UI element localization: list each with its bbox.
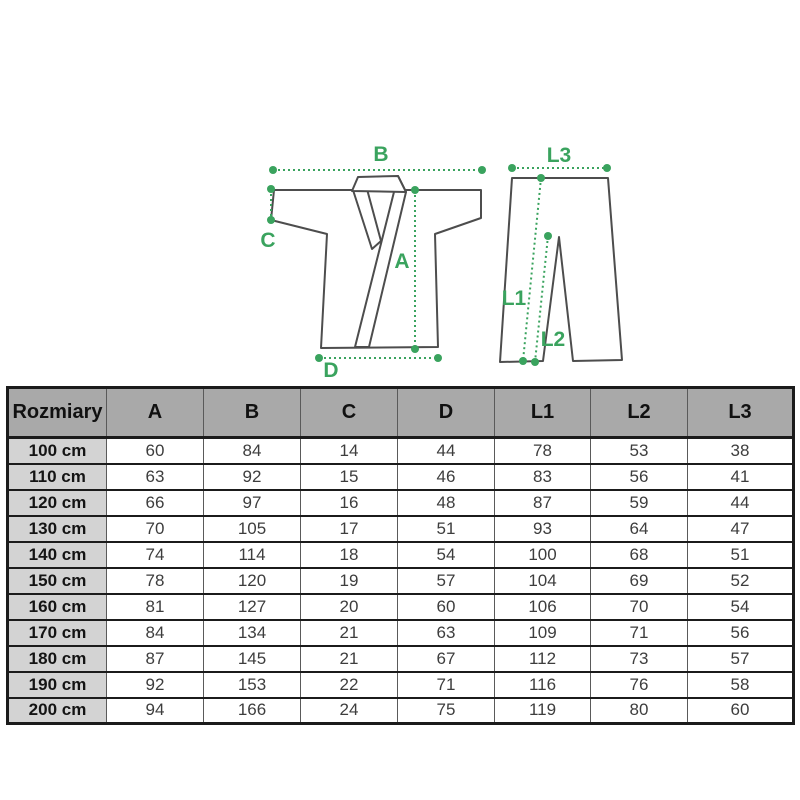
value-cell: 52 [688, 568, 794, 594]
value-cell: 145 [204, 646, 301, 672]
value-cell: 66 [107, 490, 204, 516]
value-cell: 15 [301, 464, 398, 490]
measure-dot [508, 164, 516, 172]
size-cell: 200 cm [8, 698, 107, 724]
value-cell: 53 [591, 438, 688, 464]
value-cell: 114 [204, 542, 301, 568]
measure-dot [267, 216, 275, 224]
jacket-drawing [271, 176, 481, 348]
size-table-wrap [6, 386, 795, 725]
measure-dot [411, 186, 419, 194]
size-cell: 170 cm [8, 620, 107, 646]
measurement-diagram [0, 0, 800, 385]
value-cell: 46 [398, 464, 495, 490]
col-header-b: B [204, 388, 301, 438]
value-cell: 54 [688, 594, 794, 620]
table-row [8, 438, 794, 464]
value-cell: 116 [495, 672, 591, 698]
value-cell: 22 [301, 672, 398, 698]
value-cell: 94 [107, 698, 204, 724]
table-row [8, 490, 794, 516]
value-cell: 83 [495, 464, 591, 490]
value-cell: 44 [398, 438, 495, 464]
measure-dot [478, 166, 486, 174]
value-cell: 19 [301, 568, 398, 594]
value-cell: 76 [591, 672, 688, 698]
size-cell: 100 cm [8, 438, 107, 464]
measure-dot [537, 174, 545, 182]
value-cell: 120 [204, 568, 301, 594]
value-cell: 78 [107, 568, 204, 594]
size-cell: 180 cm [8, 646, 107, 672]
value-cell: 71 [591, 620, 688, 646]
value-cell: 80 [591, 698, 688, 724]
value-cell: 92 [107, 672, 204, 698]
measure-label-D: D [323, 359, 339, 382]
col-header-c: C [301, 388, 398, 438]
header-row [8, 388, 794, 438]
value-cell: 38 [688, 438, 794, 464]
col-header-l2: L2 [591, 388, 688, 438]
value-cell: 93 [495, 516, 591, 542]
col-header-l3: L3 [688, 388, 794, 438]
value-cell: 21 [301, 620, 398, 646]
value-cell: 51 [688, 542, 794, 568]
size-cell: 120 cm [8, 490, 107, 516]
table-row [8, 646, 794, 672]
value-cell: 57 [688, 646, 794, 672]
value-cell: 63 [107, 464, 204, 490]
value-cell: 17 [301, 516, 398, 542]
table-row [8, 620, 794, 646]
value-cell: 87 [495, 490, 591, 516]
value-cell: 44 [688, 490, 794, 516]
value-cell: 87 [107, 646, 204, 672]
value-cell: 18 [301, 542, 398, 568]
measure-dot [531, 358, 539, 366]
jacket-collar [352, 176, 406, 192]
value-cell: 68 [591, 542, 688, 568]
measure-dot [315, 354, 323, 362]
measure-dot [434, 354, 442, 362]
table-row [8, 568, 794, 594]
measure-dot [411, 345, 419, 353]
size-cell: 110 cm [8, 464, 107, 490]
value-cell: 51 [398, 516, 495, 542]
value-cell: 60 [107, 438, 204, 464]
measure-dot [267, 185, 275, 193]
size-cell: 150 cm [8, 568, 107, 594]
col-header-l1: L1 [495, 388, 591, 438]
size-table [6, 386, 795, 725]
value-cell: 70 [107, 516, 204, 542]
value-cell: 119 [495, 698, 591, 724]
value-cell: 70 [591, 594, 688, 620]
measure-dot [603, 164, 611, 172]
value-cell: 97 [204, 490, 301, 516]
size-cell: 130 cm [8, 516, 107, 542]
table-row [8, 698, 794, 724]
value-cell: 74 [107, 542, 204, 568]
measure-dot [269, 166, 277, 174]
measure-label-A: A [394, 250, 410, 273]
table-row [8, 516, 794, 542]
value-cell: 106 [495, 594, 591, 620]
size-cell: 160 cm [8, 594, 107, 620]
value-cell: 73 [591, 646, 688, 672]
col-header-d: D [398, 388, 495, 438]
table-row [8, 594, 794, 620]
value-cell: 166 [204, 698, 301, 724]
measure-dot [544, 232, 552, 240]
value-cell: 105 [204, 516, 301, 542]
value-cell: 59 [591, 490, 688, 516]
value-cell: 104 [495, 568, 591, 594]
table-row [8, 464, 794, 490]
value-cell: 153 [204, 672, 301, 698]
measure-label-L3: L3 [546, 144, 572, 167]
value-cell: 81 [107, 594, 204, 620]
value-cell: 67 [398, 646, 495, 672]
value-cell: 58 [688, 672, 794, 698]
value-cell: 54 [398, 542, 495, 568]
value-cell: 63 [398, 620, 495, 646]
value-cell: 41 [688, 464, 794, 490]
table-row [8, 542, 794, 568]
measure-label-C: C [260, 229, 276, 252]
value-cell: 56 [591, 464, 688, 490]
measure-dot [519, 357, 527, 365]
value-cell: 64 [591, 516, 688, 542]
size-cell: 140 cm [8, 542, 107, 568]
value-cell: 60 [398, 594, 495, 620]
col-header-rozmiary: Rozmiary [8, 388, 107, 438]
value-cell: 134 [204, 620, 301, 646]
value-cell: 100 [495, 542, 591, 568]
value-cell: 57 [398, 568, 495, 594]
value-cell: 60 [688, 698, 794, 724]
value-cell: 20 [301, 594, 398, 620]
value-cell: 48 [398, 490, 495, 516]
measure-label-L1: L1 [501, 287, 527, 310]
value-cell: 56 [688, 620, 794, 646]
value-cell: 71 [398, 672, 495, 698]
size-cell: 190 cm [8, 672, 107, 698]
value-cell: 84 [107, 620, 204, 646]
table-row [8, 672, 794, 698]
value-cell: 69 [591, 568, 688, 594]
value-cell: 92 [204, 464, 301, 490]
measure-label-L2: L2 [540, 328, 566, 351]
value-cell: 16 [301, 490, 398, 516]
value-cell: 75 [398, 698, 495, 724]
value-cell: 84 [204, 438, 301, 464]
col-header-a: A [107, 388, 204, 438]
value-cell: 21 [301, 646, 398, 672]
value-cell: 127 [204, 594, 301, 620]
value-cell: 109 [495, 620, 591, 646]
value-cell: 24 [301, 698, 398, 724]
value-cell: 14 [301, 438, 398, 464]
measure-label-B: B [373, 143, 389, 166]
value-cell: 112 [495, 646, 591, 672]
value-cell: 78 [495, 438, 591, 464]
value-cell: 47 [688, 516, 794, 542]
